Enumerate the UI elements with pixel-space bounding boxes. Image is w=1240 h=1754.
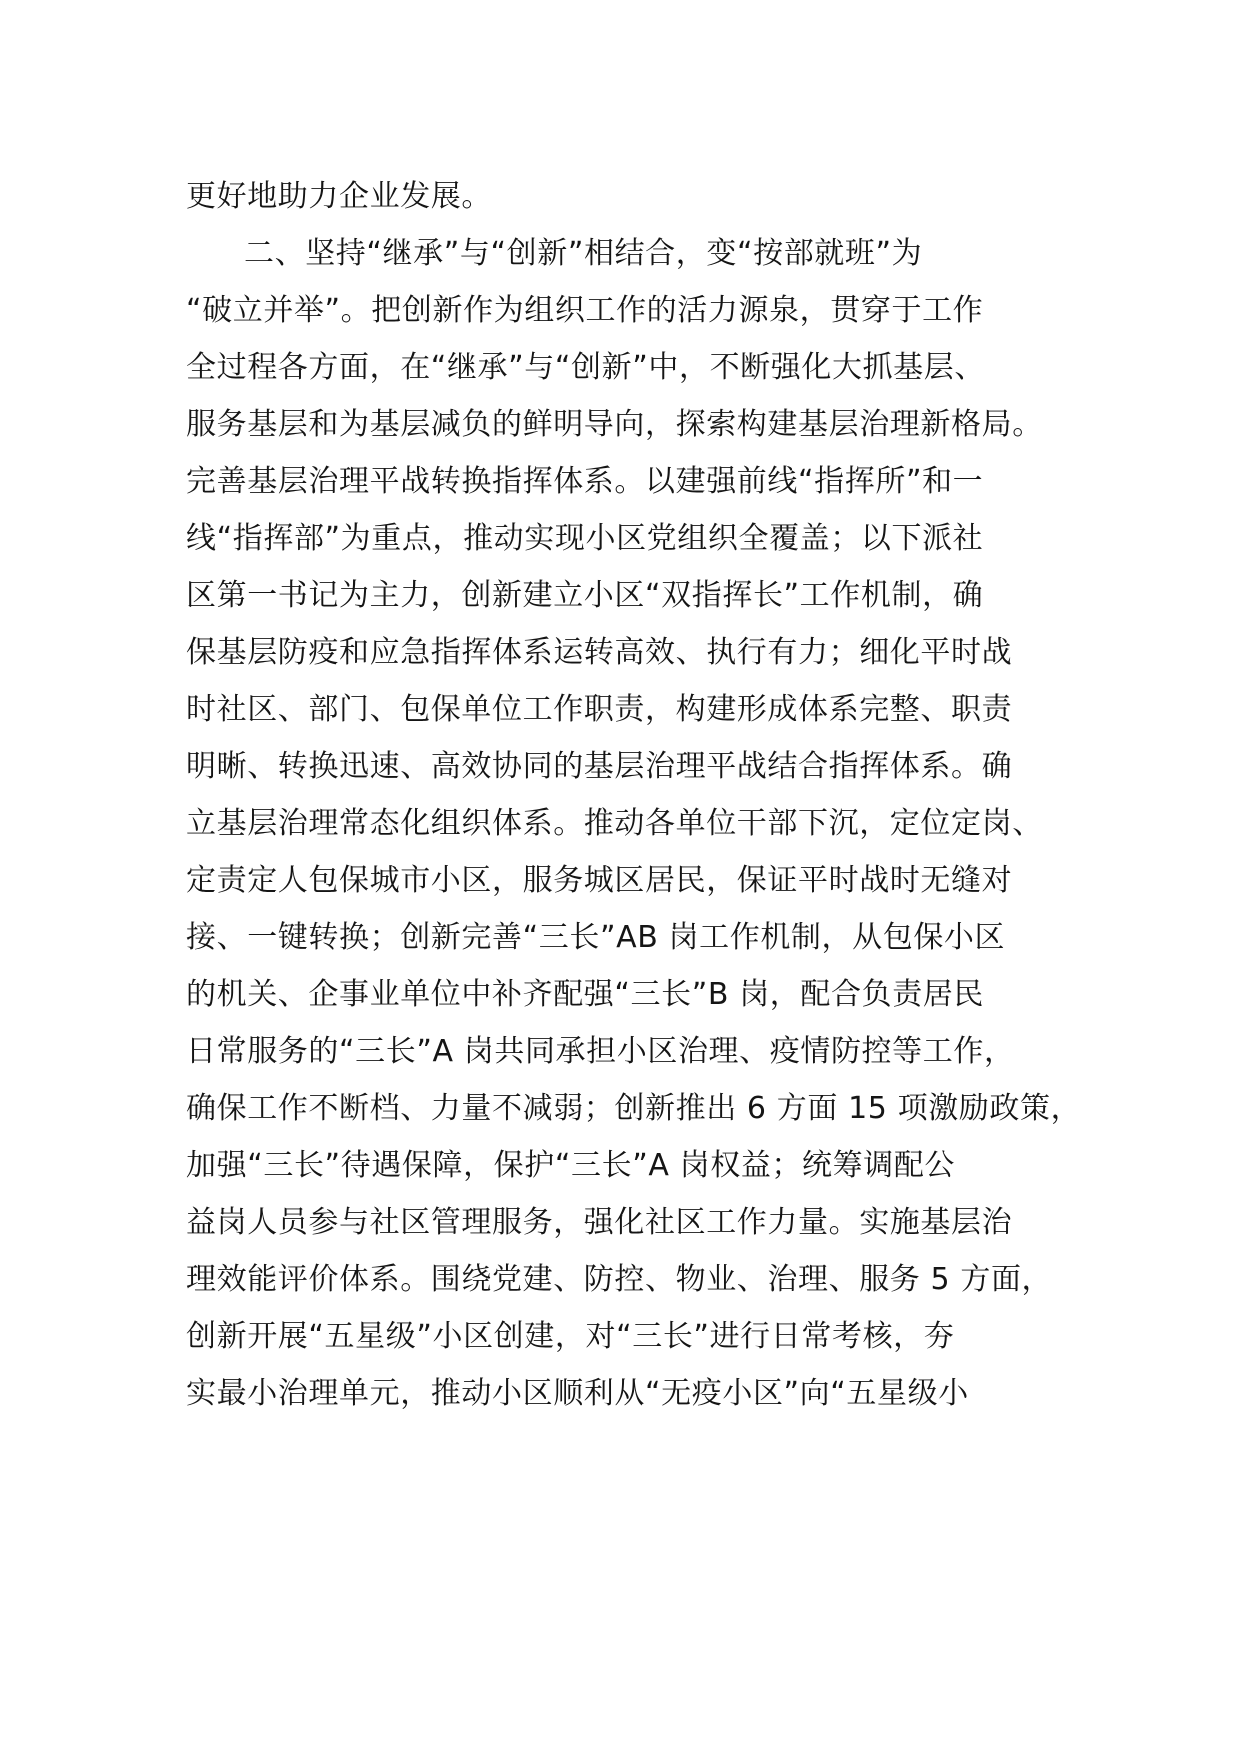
text-line: 更好地助力企业发展。 — [186, 179, 492, 214]
text-line: 理效能评价体系。围绕党建、防控、物业、治理、服务 5 方面， — [186, 1262, 1053, 1297]
section-heading-line: 二、坚持“继承”与“创新”相结合，变“按部就班”为 — [244, 236, 923, 271]
text-line: 线“指挥部”为重点，推动实现小区党组织全覆盖；以下派社 — [186, 521, 984, 556]
text-line: 完善基层治理平战转换指挥体系。以建强前线“指挥所”和一 — [186, 464, 984, 499]
text-line: 服务基层和为基层减负的鲜明导向，探索构建基层治理新格局。 — [186, 407, 1043, 442]
text-line: “破立并举”。把创新作为组织工作的活力源泉，贯穿于工作 — [186, 293, 984, 328]
text-line: 实最小治理单元，推动小区顺利从“无疫小区”向“五星级小 — [186, 1376, 969, 1411]
text-line: 的机关、企事业单位中补齐配强“三长”B 岗，配合负责居民 — [186, 977, 985, 1012]
text-line: 确保工作不断档、力量不减弱；创新推出 6 方面 15 项激励政策， — [186, 1091, 1082, 1126]
text-line: 日常服务的“三长”A 岗共同承担小区治理、疫情防控等工作， — [186, 1034, 1015, 1069]
text-line: 益岗人员参与社区管理服务，强化社区工作力量。实施基层治 — [186, 1205, 1013, 1240]
text-line: 区第一书记为主力，创新建立小区“双指挥长”工作机制，确 — [186, 578, 984, 613]
text-line: 时社区、部门、包保单位工作职责，构建形成体系完整、职责 — [186, 692, 1013, 727]
text-line: 加强“三长”待遇保障，保护“三长”A 岗权益；统筹调配公 — [186, 1148, 956, 1183]
text-line: 立基层治理常态化组织体系。推动各单位干部下沉，定位定岗、 — [186, 806, 1043, 841]
text-line: 定责定人包保城市小区，服务城区居民，保证平时战时无缝对 — [186, 863, 1013, 898]
text-line: 全过程各方面，在“继承”与“创新”中，不断强化大抓基层、 — [186, 350, 985, 385]
text-line: 接、一键转换；创新完善“三长”AB 岗工作机制，从包保小区 — [186, 920, 1006, 955]
text-line: 保基层防疫和应急指挥体系运转高效、执行有力；细化平时战 — [186, 635, 1013, 670]
text-line: 明晰、转换迅速、高效协同的基层治理平战结合指挥体系。确 — [186, 749, 1013, 784]
text-line: 创新开展“五星级”小区创建，对“三长”进行日常考核，夯 — [186, 1319, 955, 1354]
